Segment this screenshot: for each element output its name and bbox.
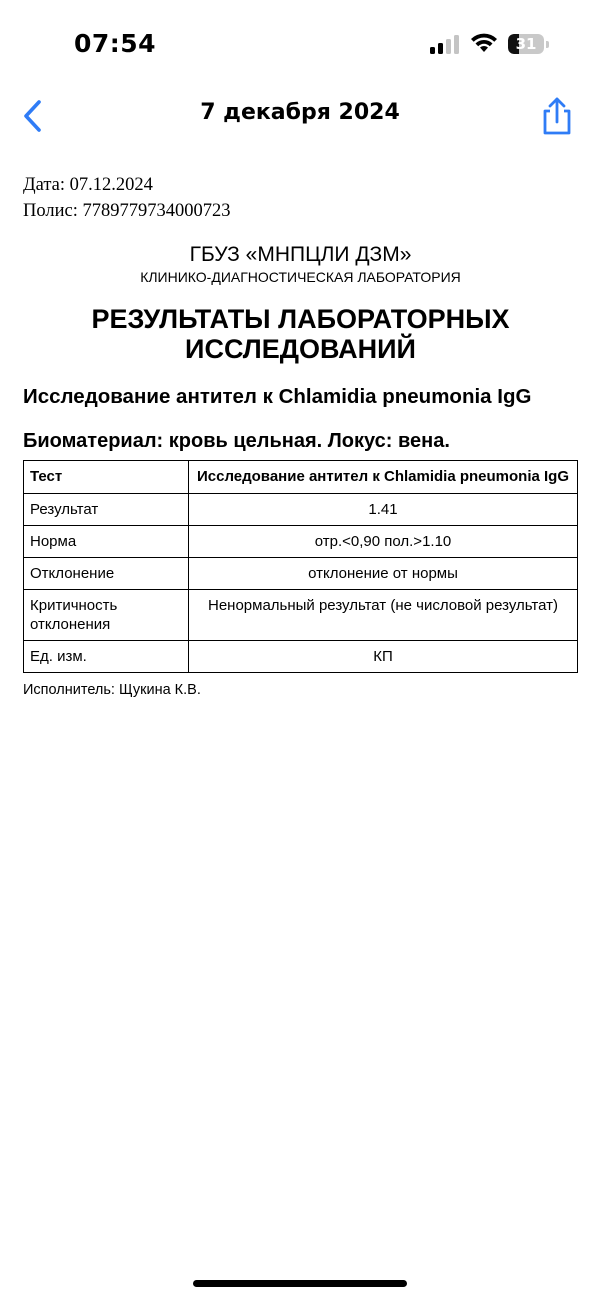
- organization-name: ГБУЗ «МНПЦЛИ ДЗМ»: [189, 243, 412, 266]
- row-label: Ед. изм.: [24, 641, 189, 673]
- table-row: [24, 558, 578, 590]
- nav-bar: [0, 90, 600, 140]
- results-title: РЕЗУЛЬТАТЫ ЛАБОРАТОРНЫХ ИССЛЕДОВАНИЙ: [91, 304, 510, 364]
- row-label: Норма: [24, 526, 189, 558]
- table-row: [24, 526, 578, 558]
- table-row: [24, 641, 578, 673]
- biomaterial-line: Биоматериал: кровь цельная. Локус: вена.: [23, 430, 450, 452]
- table-row: [24, 494, 578, 526]
- battery-level: 31: [515, 35, 537, 53]
- battery-cap: [546, 41, 549, 48]
- row-label: Отклонение: [24, 558, 189, 590]
- share-button[interactable]: [540, 96, 574, 136]
- table-header-cell: Тест: [24, 461, 189, 494]
- status-time: 07:54: [74, 29, 157, 58]
- study-title: Исследование антител к Chlamidia pneumonia IgG: [23, 385, 532, 408]
- policy-number: Полис: 7789779734000723: [23, 201, 231, 221]
- row-value: 1.41: [189, 494, 578, 526]
- row-value: КП: [189, 641, 578, 673]
- table-header-cell: Исследование антител к Chlamidia pneumonia IgG: [189, 461, 578, 494]
- lab-report-document: [23, 172, 578, 698]
- status-bar: [0, 0, 600, 90]
- battery-body: [508, 34, 544, 54]
- wifi-icon: [470, 32, 498, 54]
- row-value: отклонение от нормы: [189, 558, 578, 590]
- battery-icon: [508, 34, 546, 54]
- row-value: отр.<0,90 пол.>1.10: [189, 526, 578, 558]
- report-date: Дата: 07.12.2024: [23, 175, 153, 195]
- executor-line: Исполнитель: Щукина К.В.: [23, 682, 201, 698]
- table-header-row: [24, 461, 578, 494]
- results-table: [23, 460, 578, 673]
- page-title: 7 декабря 2024: [200, 100, 400, 125]
- row-value: Ненормальный результат (не числовой результат): [189, 590, 578, 641]
- table-row: [24, 590, 578, 641]
- home-indicator[interactable]: [193, 1280, 407, 1287]
- cellular-signal-icon: [430, 34, 462, 54]
- organization-subtitle: КЛИНИКО-ДИАГНОСТИЧЕСКАЯ ЛАБОРАТОРИЯ: [140, 269, 461, 285]
- row-label: Критичность отклонения: [24, 590, 189, 641]
- share-icon: [540, 96, 574, 136]
- row-label: Результат: [24, 494, 189, 526]
